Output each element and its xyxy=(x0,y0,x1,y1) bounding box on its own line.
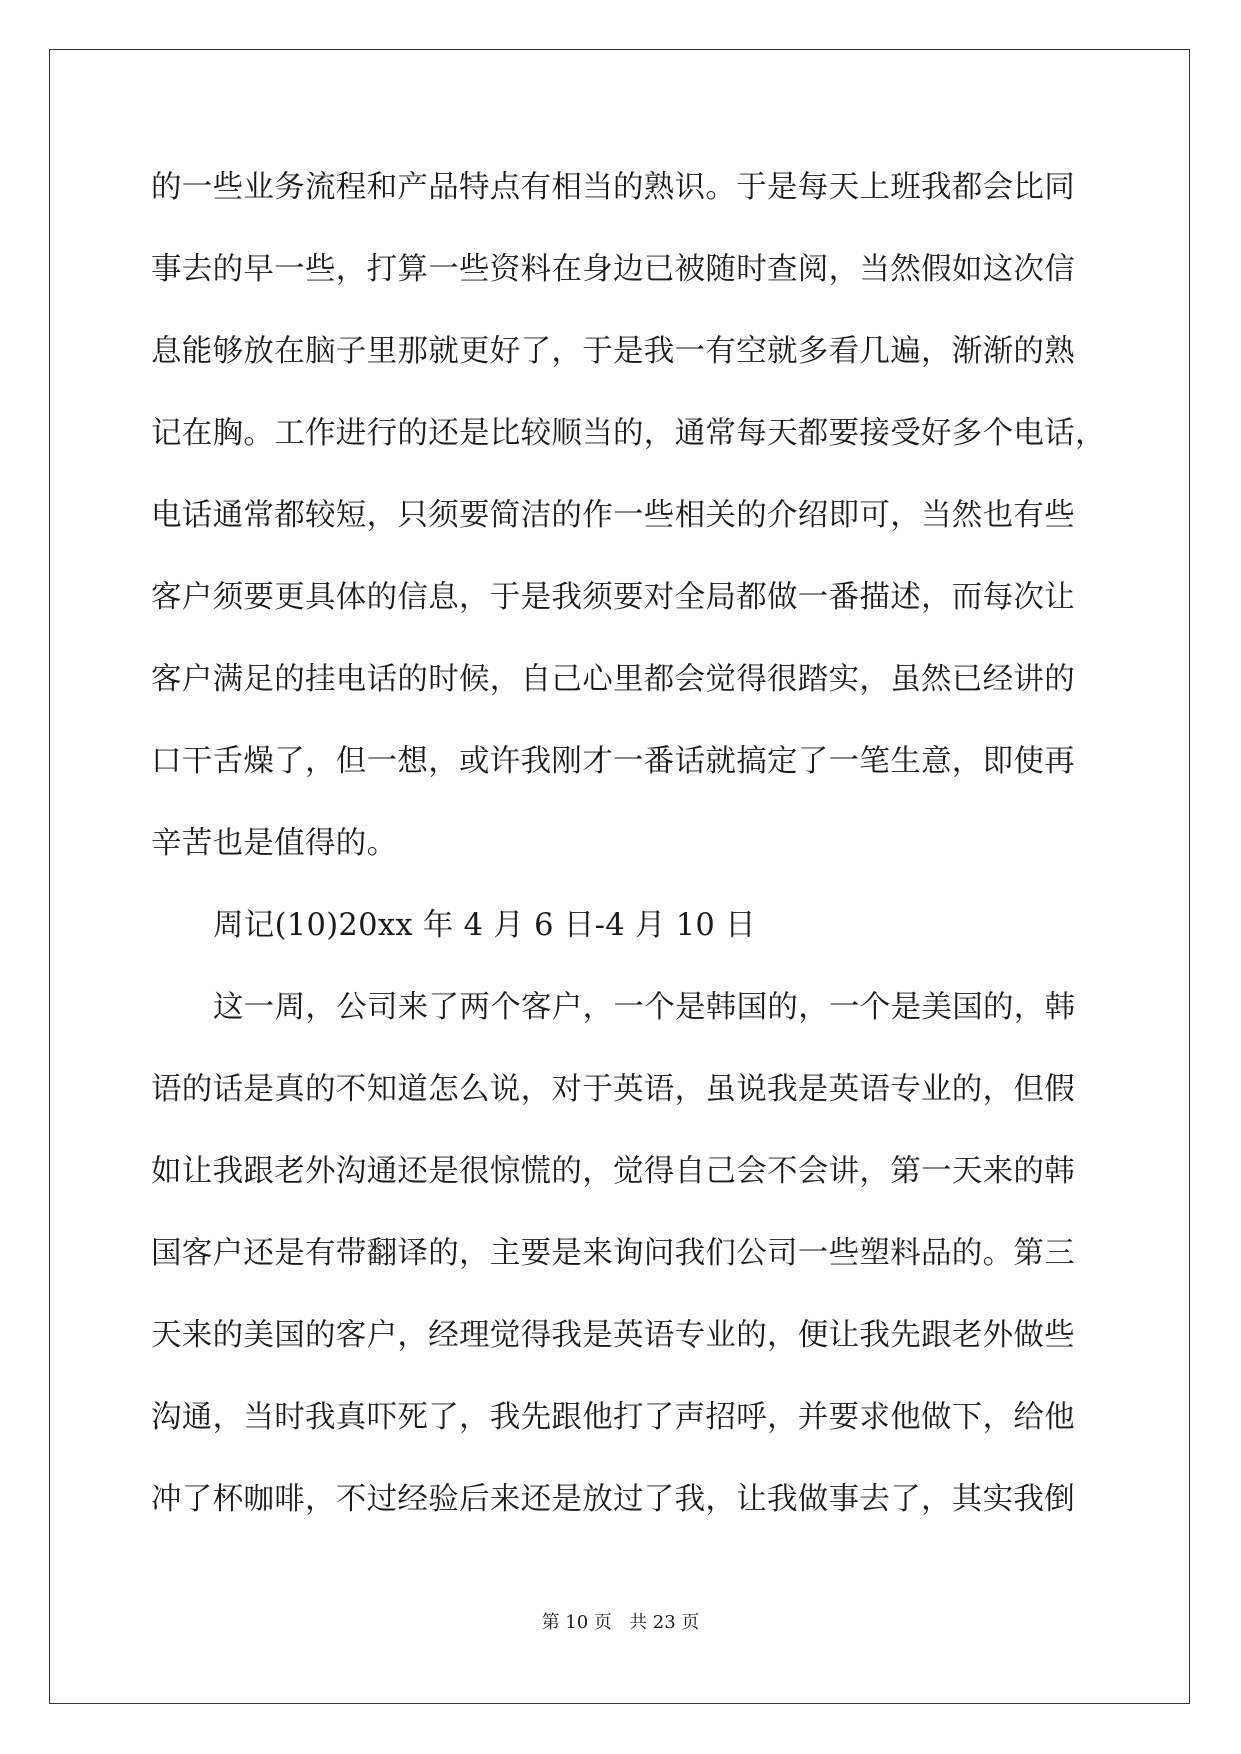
text-line: 事去的早一些，打算一些资料在身边已被随时查阅，当然假如这次信 xyxy=(151,252,1075,287)
text-line: 口干舌燥了，但一想，或许我刚才一番话就搞定了一笔生意，即使再 xyxy=(151,744,1075,779)
text-line: 冲了杯咖啡，不过经验后来还是放过了我，让我做事去了，其实我倒 xyxy=(151,1482,1075,1517)
text-line: 电话通常都较短，只须要简洁的作一些相关的介绍即可，当然也有些 xyxy=(151,498,1075,533)
text-line: 如让我跟老外沟通还是很惊慌的，觉得自己会不会讲，第一天来的韩 xyxy=(151,1154,1075,1189)
text-line: 天来的美国的客户，经理觉得我是英语专业的，便让我先跟老外做些 xyxy=(151,1318,1075,1353)
text-line: 国客户还是有带翻译的，主要是来询问我们公司一些塑料品的。第三 xyxy=(151,1236,1075,1271)
paragraph-first-line: 这一周，公司来了两个客户，一个是韩国的，一个是美国的，韩 xyxy=(213,990,1076,1025)
text-line: 辛苦也是值得的。 xyxy=(151,826,398,861)
page-number-footer: 第 10 页 共 23 页 xyxy=(541,1612,700,1633)
section-heading: 周记(10)20xx 年 4 月 6 日-4 月 10 日 xyxy=(213,908,756,943)
text-line: 的一些业务流程和产品特点有相当的熟识。于是每天上班我都会比同 xyxy=(151,170,1075,205)
text-line: 记在胸。工作进行的还是比较顺当的，通常每天都要接受好多个电话， xyxy=(151,416,1106,451)
text-line: 息能够放在脑子里那就更好了，于是我一有空就多看几遍，渐渐的熟 xyxy=(151,334,1075,369)
document-body xyxy=(151,162,1106,1556)
text-line: 语的话是真的不知道怎么说，对于英语，虽说我是英语专业的，但假 xyxy=(151,1072,1075,1107)
text-line: 客户须要更具体的信息，于是我须要对全局都做一番描述，而每次让 xyxy=(151,580,1075,615)
text-line: 沟通，当时我真吓死了，我先跟他打了声招呼，并要求他做下，给他 xyxy=(151,1400,1075,1435)
text-line: 客户满足的挂电话的时候，自己心里都会觉得很踏实，虽然已经讲的 xyxy=(151,662,1075,697)
